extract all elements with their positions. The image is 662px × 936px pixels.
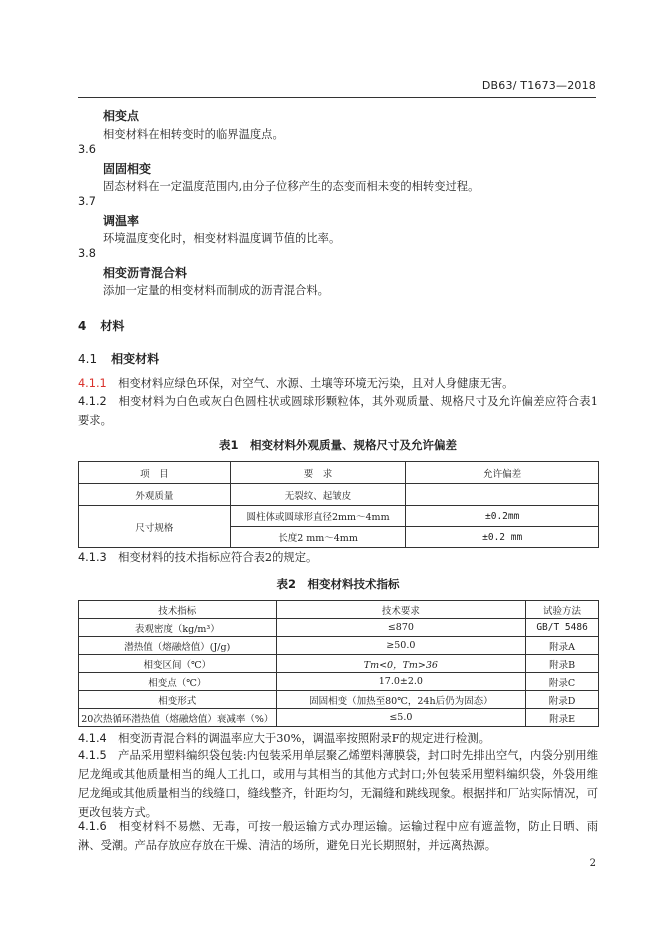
table1-cell: ±0.2 mm <box>406 527 599 548</box>
term-title-asphalt-mixture: 相变沥青混合料 <box>103 266 188 280</box>
table2-header: 技术要求 <box>276 601 525 619</box>
table1-header: 要 求 <box>230 462 406 484</box>
subsection-number: 4.1 <box>78 352 98 366</box>
term-title-solid-solid-transition: 固固相变 <box>103 162 152 176</box>
clause-text: 产品采用塑料编织袋包装:内包装采用单层聚乙烯塑料薄膜袋，封口时先排出空气，内袋分别用维尼龙绳或其他质量相当的绳人工扎口，或用与其相当的其他方式封口;外包装采用塑料编织袋，外袋用维尼龙绳或其他质量相当的线缝口，缝线整齐，针距均匀，无漏缝和跳线现象。根据拌和厂站实际情况，可更改包装方式。 <box>78 749 598 819</box>
section-title: 材料 <box>100 319 125 333</box>
table2-cell: 20次热循环潜热值（熔融焓值）衰减率（%） <box>79 709 277 727</box>
clause-4-1-3 <box>78 548 598 567</box>
clause-text: 相变材料不易燃、无毒，可按一般运输方式办理运输。运输过程中应有遮盖物，防止日晒、雨淋、受潮。产品存放应存放在干燥、清洁的场所，避免日光长期照射，并远离热源。 <box>78 820 598 852</box>
term-number: 3.7 <box>78 195 96 208</box>
table2-header: 技术指标 <box>79 601 277 619</box>
clause-number: 4.1.1 <box>78 377 107 390</box>
table2-cell: 附录A <box>526 637 599 655</box>
header-rule <box>78 97 596 98</box>
table2-cell: 潜热值（熔融焓值）(J/g) <box>79 637 277 655</box>
section-heading-materials <box>78 317 124 334</box>
clause-text: 相变材料为白色或灰白色圆柱状或圆球形颗粒体，其外观质量、规格尺寸及允许偏差应符合表1要求。 <box>78 395 598 427</box>
term-definition: 添加一定量的相变材料而制成的沥青混合料。 <box>103 284 329 297</box>
clause-4-1-5 <box>78 746 598 822</box>
page-number: 2 <box>589 858 596 869</box>
clause-text: 相变材料应绿色环保，对空气、水源、土壤等环境无污染，且对人身健康无害。 <box>118 377 514 390</box>
term-title-temperature-regulation-rate: 调温率 <box>103 214 140 228</box>
table2-cell: 相变点（℃） <box>79 673 277 691</box>
table2 <box>78 600 599 727</box>
table2-cell: Tm<0，Tm>36 <box>276 655 525 673</box>
table2-cell: 附录D <box>526 691 599 709</box>
table2-cell: ≥50.0 <box>276 637 525 655</box>
table2-cell: GB/T 5486 <box>526 619 599 637</box>
term-number: 3.8 <box>78 247 96 260</box>
table1-cell: 长度2 mm～4mm <box>230 527 406 548</box>
clause-text: 相变沥青混合料的调温率应大于30%，调温率按照附录F的规定进行检测。 <box>118 732 490 745</box>
subsection-title: 相变材料 <box>111 352 160 366</box>
clause-number: 4.1.4 <box>78 732 107 745</box>
clause-number: 4.1.3 <box>78 551 107 564</box>
table2-cell: ≤870 <box>276 619 525 637</box>
table1-cell: 尺寸规格 <box>79 506 231 548</box>
term-title-phase-change-point: 相变点 <box>103 109 140 123</box>
subsection-heading-phase-change-material <box>78 350 159 367</box>
table1 <box>78 461 599 548</box>
clause-4-1-1 <box>78 374 598 393</box>
term-definition: 环境温度变化时，相变材料温度调节值的比率。 <box>103 232 341 245</box>
table2-caption: 表2 相变材料技术指标 <box>276 577 400 591</box>
table1-cell <box>406 484 599 506</box>
clause-number: 4.1.6 <box>78 820 107 833</box>
table2-cell: 相变区间（℃） <box>79 655 277 673</box>
table2-cell: 17.0±2.0 <box>276 673 525 691</box>
table2-cell: ≤5.0 <box>276 709 525 727</box>
table2-cell: 表观密度（kg/m³） <box>79 619 277 637</box>
table2-cell: 相变形式 <box>79 691 277 709</box>
table2-cell: 附录B <box>526 655 599 673</box>
clause-text: 相变材料的技术指标应符合表2的规定。 <box>118 551 318 564</box>
table1-caption: 表1 相变材料外观质量、规格尺寸及允许偏差 <box>219 438 457 452</box>
term-definition: 相变材料在相转变时的临界温度点。 <box>103 128 284 141</box>
clause-number: 4.1.5 <box>78 749 107 762</box>
table1-cell: ±0.2mm <box>406 506 599 527</box>
table1-cell: 外观质量 <box>79 484 231 506</box>
table1-header: 允许偏差 <box>406 462 599 484</box>
term-definition: 固态材料在一定温度范围内,由分子位移产生的态变而相未变的相转变过程。 <box>103 180 480 193</box>
table1-header: 项 目 <box>79 462 231 484</box>
clause-number: 4.1.2 <box>78 395 107 408</box>
table2-header: 试验方法 <box>526 601 599 619</box>
term-number: 3.6 <box>78 143 96 156</box>
table2-cell: 附录C <box>526 673 599 691</box>
table2-cell: 固固相变（加热至80℃，24h后仍为固态） <box>276 691 525 709</box>
table1-cell: 无裂纹、起皱皮 <box>230 484 406 506</box>
clause-4-1-2 <box>78 392 598 430</box>
table1-cell: 圆柱体或圆球形直径2mm～4mm <box>230 506 406 527</box>
document-code: DB63/ T1673—2018 <box>481 79 596 92</box>
clause-4-1-6 <box>78 817 598 855</box>
table2-cell: 附录E <box>526 709 599 727</box>
section-number: 4 <box>78 319 87 333</box>
